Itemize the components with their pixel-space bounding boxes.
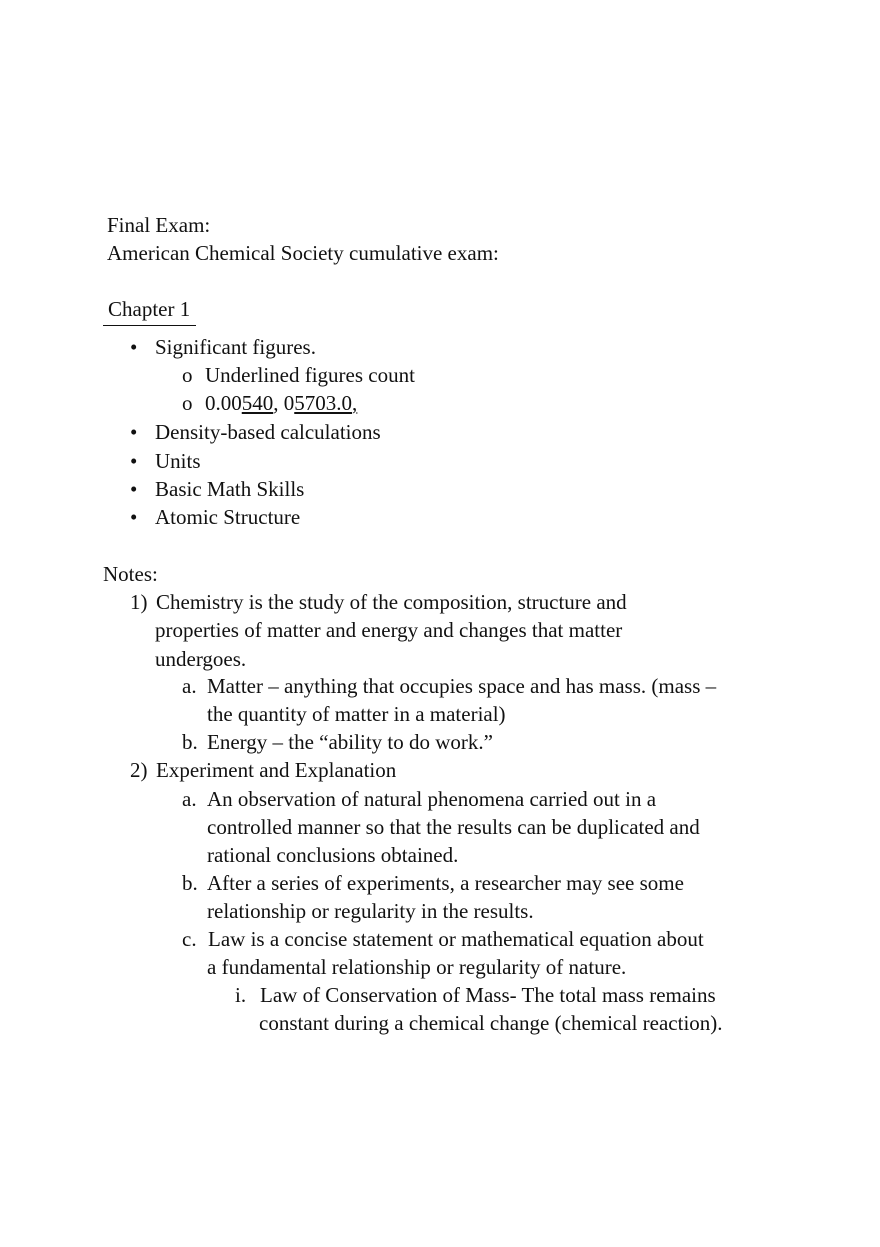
note-letter: a. — [182, 674, 197, 698]
topic-item: Atomic Structure — [155, 505, 301, 529]
note-letter: b. — [182, 871, 198, 895]
topic-item: Significant figures. — [155, 335, 316, 359]
topic-bullet: • — [130, 335, 138, 359]
note-text-line: relationship or regularity in the results. — [207, 899, 534, 923]
note-text-line: Chemistry is the study of the composition, structure and — [156, 590, 627, 614]
notes-heading: Notes: — [103, 562, 158, 586]
note-text-line: controlled manner so that the results can be duplicated and — [207, 815, 700, 839]
document-subtitle: American Chemical Society cumulative exam: — [107, 241, 499, 265]
note-letter: c. — [182, 927, 197, 951]
note-number: 1) — [130, 590, 148, 614]
note-text-line: rational conclusions obtained. — [207, 843, 459, 867]
sig-fig-example-part: , 0 — [273, 391, 295, 415]
note-text-line: Experiment and Explanation — [156, 758, 397, 782]
note-text-line: An observation of natural phenomena carried out in a — [207, 787, 657, 811]
note-text-line: After a series of experiments, a researcher may see some — [207, 871, 684, 895]
sig-fig-example-part: , — [352, 391, 358, 415]
topic-bullet: • — [130, 477, 138, 501]
sig-fig-underlined: 540 — [241, 391, 274, 415]
note-text-line: properties of matter and energy and changes that matter — [155, 618, 623, 642]
note-text-line: Matter – anything that occupies space and has mass. (mass – — [207, 674, 717, 698]
sig-fig-example — [205, 389, 357, 417]
note-text-line: Law is a concise statement or mathematical equation about — [208, 927, 704, 951]
note-letter: b. — [182, 730, 198, 754]
document-title: Final Exam: — [107, 213, 211, 237]
note-text-line: constant during a chemical change (chemical reaction). — [259, 1011, 723, 1035]
note-roman: i. — [235, 983, 247, 1007]
note-text-line: the quantity of matter in a material) — [207, 702, 506, 726]
subpoint-item: Underlined figures count — [205, 363, 415, 387]
chapter-heading — [103, 295, 196, 326]
note-text-line: Energy – the “ability to do work.” — [207, 730, 493, 754]
topic-item: Density-based calculations — [155, 420, 381, 444]
topic-bullet: • — [130, 505, 138, 529]
subpoint-marker: o — [182, 391, 193, 415]
topic-bullet: • — [130, 449, 138, 473]
note-text-line: Law of Conservation of Mass- The total mass remains — [260, 983, 716, 1007]
topic-item: Basic Math Skills — [155, 477, 305, 501]
sig-fig-underlined: 5703.0 — [294, 391, 352, 415]
note-letter: a. — [182, 787, 197, 811]
note-number: 2) — [130, 758, 148, 782]
note-text-line: undergoes. — [155, 647, 247, 671]
subpoint-marker: o — [182, 363, 193, 387]
topic-bullet: • — [130, 420, 138, 444]
chapter-heading-text: Chapter 1 — [108, 297, 191, 321]
sig-fig-example-part: 0.00 — [205, 391, 242, 415]
note-text-line: a fundamental relationship or regularity of nature. — [207, 955, 627, 979]
topic-item: Units — [155, 449, 201, 473]
